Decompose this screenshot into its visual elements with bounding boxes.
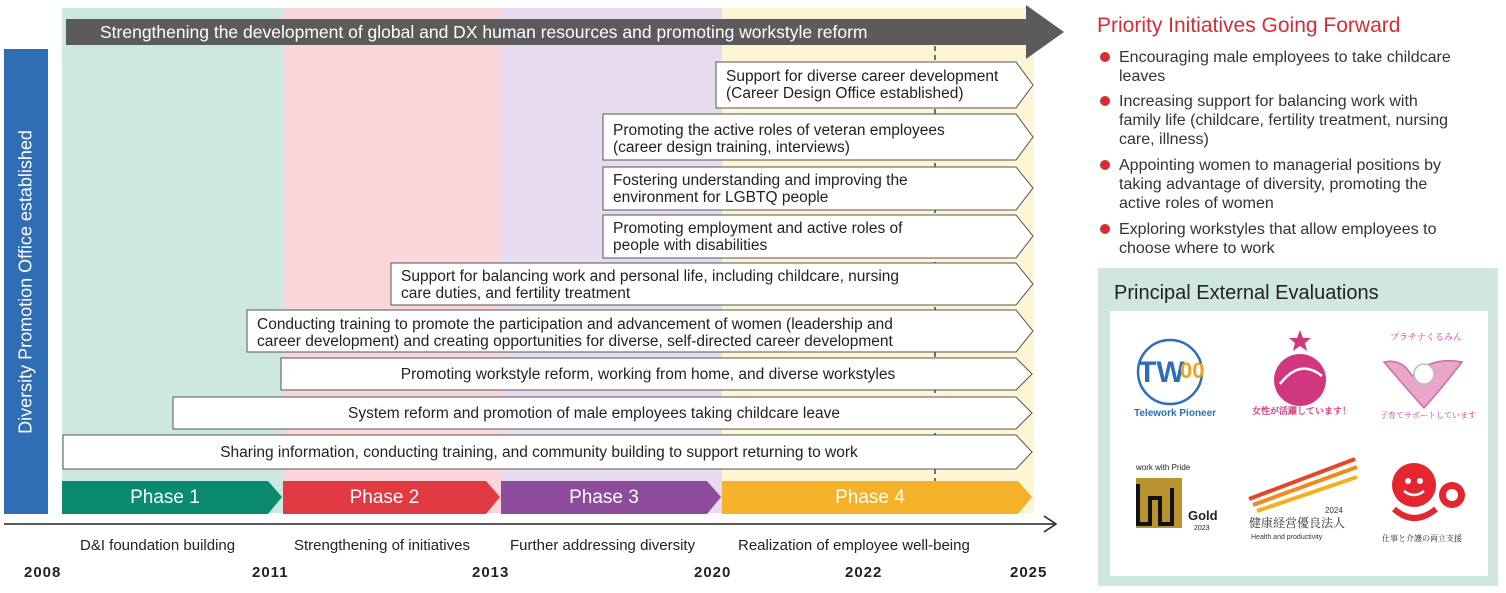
phase-4-label: Phase 4 [835, 487, 905, 508]
bullet-icon [1100, 52, 1110, 62]
initiative-women-advancement: Conducting training to promote the participation and advancement of women (leadership and career development) and creating opportunities for diverse, self-directed career development [257, 316, 893, 350]
tw100-logo [1130, 332, 1220, 422]
tomonin-caption: 仕事と介護の両立支援 [1382, 534, 1462, 543]
phase-3-description: Further addressing diversity [510, 537, 696, 554]
initiative-career-design: Support for diverse career development (Career Design Office established) [726, 68, 999, 102]
eruboshi-logo [1250, 328, 1350, 418]
phase-3-label: Phase 3 [569, 487, 639, 508]
initiative-returning-to-work: Sharing information, conducting training, and community building to support returning to work [220, 444, 858, 461]
priority-title: Priority Initiatives Going Forward [1097, 14, 1401, 37]
pride-caption: work with Pride [1136, 463, 1191, 472]
phase-2-label: Phase 2 [349, 487, 420, 508]
phase-1-label: Phase 1 [130, 487, 200, 508]
year-label-2013: 2013 [472, 564, 510, 581]
phase-4-description: Realization of employee well-being [738, 537, 970, 554]
timeline-axis [4, 514, 1064, 536]
initiative-disabilities: Promoting employment and active roles of people with disabilities [613, 220, 903, 254]
initiative-lgbtq: Fostering understanding and improving the environment for LGBTQ people [613, 172, 908, 206]
initiative-male-childcare: System reform and promotion of male employees taking childcare leave [348, 405, 840, 422]
top-banner-label: Strengthening the development of global and DX human resources and promoting workstyle reform [100, 22, 868, 42]
year-label-2008: 2008 [24, 564, 62, 581]
phase-2-description: Strengthening of initiatives [294, 537, 470, 554]
kurumin-caption: プラチナくるみん [1390, 333, 1463, 343]
bullet-icon [1100, 160, 1110, 170]
eruboshi-caption: 女性が活躍しています！ [1252, 407, 1352, 417]
health-productivity-logo [1245, 455, 1365, 545]
tw100-caption: Telework Pioneer [1134, 408, 1217, 419]
priority-item: Increasing support for balancing work with family life (childcare, fertility treatment, nursing care, illness) [1100, 92, 1495, 149]
health-year: 2024 [1325, 506, 1343, 515]
year-label-2025: 2025 [1010, 564, 1048, 581]
pride-badge: Gold [1188, 508, 1218, 523]
side-title-text: Diversity Promotion Office established [15, 129, 36, 434]
bullet-icon [1100, 224, 1110, 234]
tomonin-logo [1380, 455, 1480, 545]
pride-badge-year: 2023 [1194, 525, 1210, 532]
priority-item: Appointing women to managerial positions by taking advantage of diversity, promoting the active roles of women [1100, 156, 1495, 213]
priority-item: Encouraging male employees to take childcare leaves [1100, 48, 1495, 86]
initiative-workstyle-reform: Promoting workstyle reform, working from home, and diverse workstyles [400, 366, 896, 383]
bullet-icon [1100, 96, 1110, 106]
pride-gold-logo [1130, 458, 1235, 538]
phase-1-description: D&I foundation building [80, 537, 236, 554]
year-label-2020: 2020 [694, 564, 732, 581]
svg-text:TW: TW [1138, 356, 1185, 389]
health-caption: 健康経営優良法人 [1249, 516, 1346, 530]
initiative-veteran: Promoting the active roles of veteran employees (career design training, interviews) [613, 122, 945, 156]
svg-text:00: 00 [1180, 358, 1205, 383]
initiative-work-life-balance: Support for balancing work and personal life, including childcare, nursing care duties, and fertility treatment [401, 268, 900, 302]
priority-item: Exploring workstyles that allow employees to choose where to work [1100, 220, 1495, 258]
kurumin-caption-2: 子育てサポートしています [1380, 411, 1476, 420]
evaluations-title: Principal External Evaluations [1114, 282, 1379, 304]
year-label-2022: 2022 [845, 564, 883, 581]
year-label-2011: 2011 [252, 564, 289, 581]
health-caption-en: Health and productivity [1251, 534, 1323, 541]
diversity-office-title [4, 49, 48, 514]
platinum-kurumin-logo [1372, 328, 1477, 423]
